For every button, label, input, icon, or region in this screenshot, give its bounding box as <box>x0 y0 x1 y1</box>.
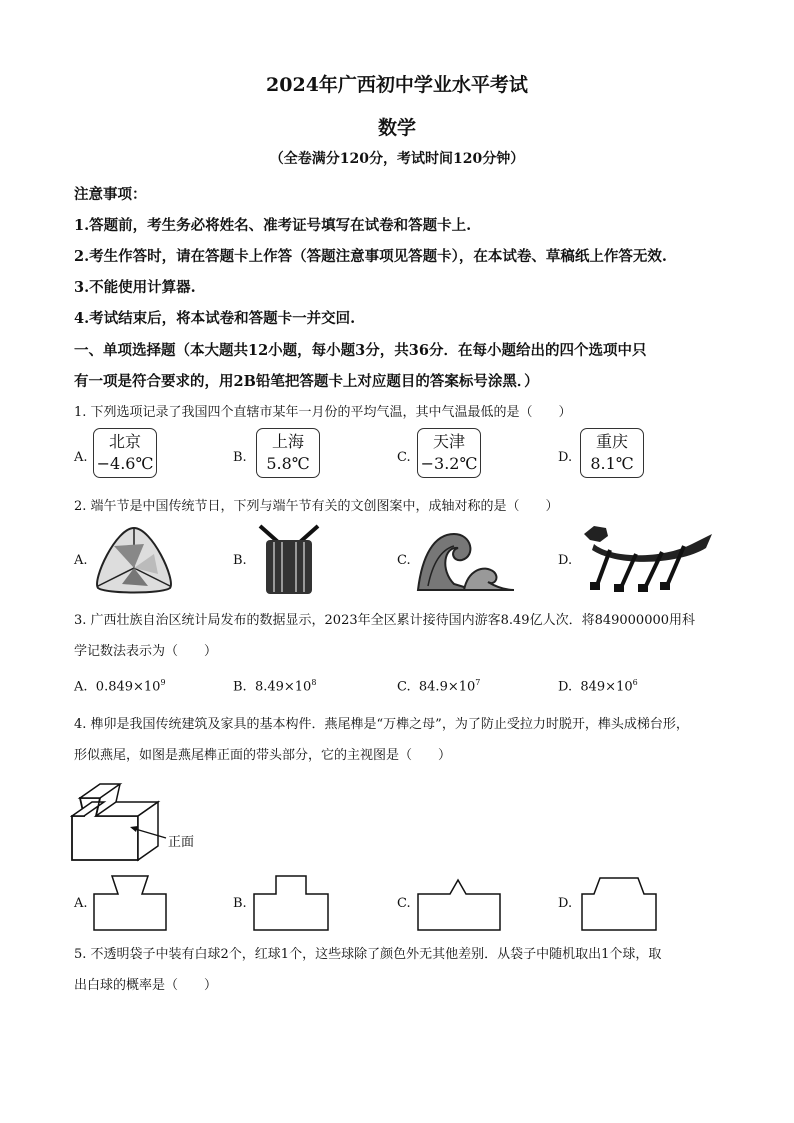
note-item: 1.答题前，考生务必将姓名、准考证号填写在试卷和答题卡上. <box>74 217 472 234</box>
exam-subtitle: （全卷满分120分，考试时间120分钟） <box>269 151 525 167</box>
city-name: 天津 <box>432 432 465 451</box>
q4-option-a-figure[interactable] <box>92 874 168 932</box>
option-label: B. <box>233 679 247 695</box>
q1-option-c-label: C. <box>397 450 411 465</box>
option-exp: 6 <box>632 678 638 687</box>
q4-option-d-figure[interactable] <box>580 874 658 932</box>
option-exp: 8 <box>311 678 317 687</box>
q2-option-c-label: C. <box>397 553 411 568</box>
city-name: 北京 <box>108 432 141 451</box>
q1-option-c-card[interactable] <box>417 428 481 478</box>
q3-option-d[interactable] <box>558 678 638 694</box>
q1-option-d-label: D. <box>558 450 573 465</box>
q2-option-a-label: A. <box>74 553 88 568</box>
exam-title: 2024年广西初中学业水平考试 <box>266 74 528 96</box>
option-exp: 9 <box>160 678 166 687</box>
city-temp: 5.8℃ <box>266 454 310 473</box>
wave-image[interactable] <box>414 526 518 596</box>
front-view-label: 正面 <box>168 835 195 850</box>
q4-option-b-figure[interactable] <box>252 874 330 932</box>
q1-option-a-label: A. <box>74 450 88 465</box>
city-name: 上海 <box>271 432 304 451</box>
q3-line1: 3. 广西壮族自治区统计局发布的数据显示，2023年全区累计接待国内游客8.49亿人次．将849000000用科 <box>74 613 696 628</box>
drum-image[interactable] <box>256 524 322 596</box>
q4-option-d-label: D. <box>558 896 573 911</box>
option-label: A. <box>74 679 88 695</box>
option-label: C. <box>397 679 411 695</box>
q3-option-a[interactable] <box>74 678 166 694</box>
q4-line2: 形似燕尾，如图是燕尾榫正面的带头部分，它的主视图是（ ） <box>74 748 452 763</box>
city-temp: −3.2℃ <box>420 454 478 473</box>
q5-line2: 出白球的概率是（ ） <box>74 978 218 993</box>
section-heading-line2: 有一项是符合要求的，用2B铅笔把答题卡上对应题目的答案标号涂黑．） <box>74 373 539 390</box>
city-name: 重庆 <box>595 432 628 451</box>
option-base: 849×10 <box>580 679 633 695</box>
option-base: 0.849×10 <box>95 679 161 695</box>
q1-text: 1. 下列选项记录了我国四个直辖市某年一月份的平均气温，其中气温最低的是（ ） <box>74 405 572 420</box>
q3-option-b[interactable] <box>233 678 316 694</box>
q1-option-b-card[interactable] <box>256 428 320 478</box>
q1-option-a-card[interactable] <box>93 428 157 478</box>
section-heading-line1: 一、单项选择题（本大题共12小题，每小题3分，共36分．在每小题给出的四个选项中只 <box>74 342 647 359</box>
option-base: 84.9×10 <box>418 679 476 695</box>
q5-line1: 5. 不透明袋子中装有白球2个，红球1个，这些球除了颜色外无其他差别．从袋子中随机取出1个球，取 <box>74 947 662 962</box>
q1-option-d-card[interactable] <box>580 428 644 478</box>
note-item: 3.不能使用计算器. <box>74 279 196 296</box>
city-temp: −4.6℃ <box>96 454 154 473</box>
q2-option-b-label: B. <box>233 553 247 568</box>
zongzi-image[interactable] <box>92 524 176 596</box>
notes-heading: 注意事项： <box>74 186 147 203</box>
option-base: 8.49×10 <box>254 679 312 695</box>
q4-option-b-label: B. <box>233 896 247 911</box>
q1-option-b-label: B. <box>233 450 247 465</box>
option-label: D. <box>558 679 573 695</box>
note-item: 2.考生作答时，请在答题卡上作答（答题注意事项见答题卡），在本试卷、草稿纸上作答无效. <box>74 248 667 265</box>
q4-line1: 4. 榫卯是我国传统建筑及家具的基本构件．燕尾榫是“万榫之母”，为了防止受拉力时脱开，榫头成梯台形， <box>74 717 689 732</box>
q2-option-d-label: D. <box>558 553 573 568</box>
q2-text: 2. 端午节是中国传统节日，下列与端午节有关的文创图案中，成轴对称的是（ ） <box>74 499 559 514</box>
option-exp: 7 <box>475 678 481 687</box>
q4-option-c-figure[interactable] <box>416 874 502 932</box>
city-temp: 8.1℃ <box>590 454 634 473</box>
q3-option-c[interactable] <box>397 678 480 694</box>
note-item: 4.考试结束后，将本试卷和答题卡一并交回. <box>74 310 356 327</box>
dragon-boat-image[interactable] <box>580 520 716 592</box>
subject-title: 数学 <box>377 117 416 139</box>
q4-option-c-label: C. <box>397 896 411 911</box>
q3-line2: 学记数法表示为（ ） <box>74 644 218 659</box>
dovetail-joint-figure <box>70 776 170 862</box>
q4-option-a-label: A. <box>74 896 88 911</box>
